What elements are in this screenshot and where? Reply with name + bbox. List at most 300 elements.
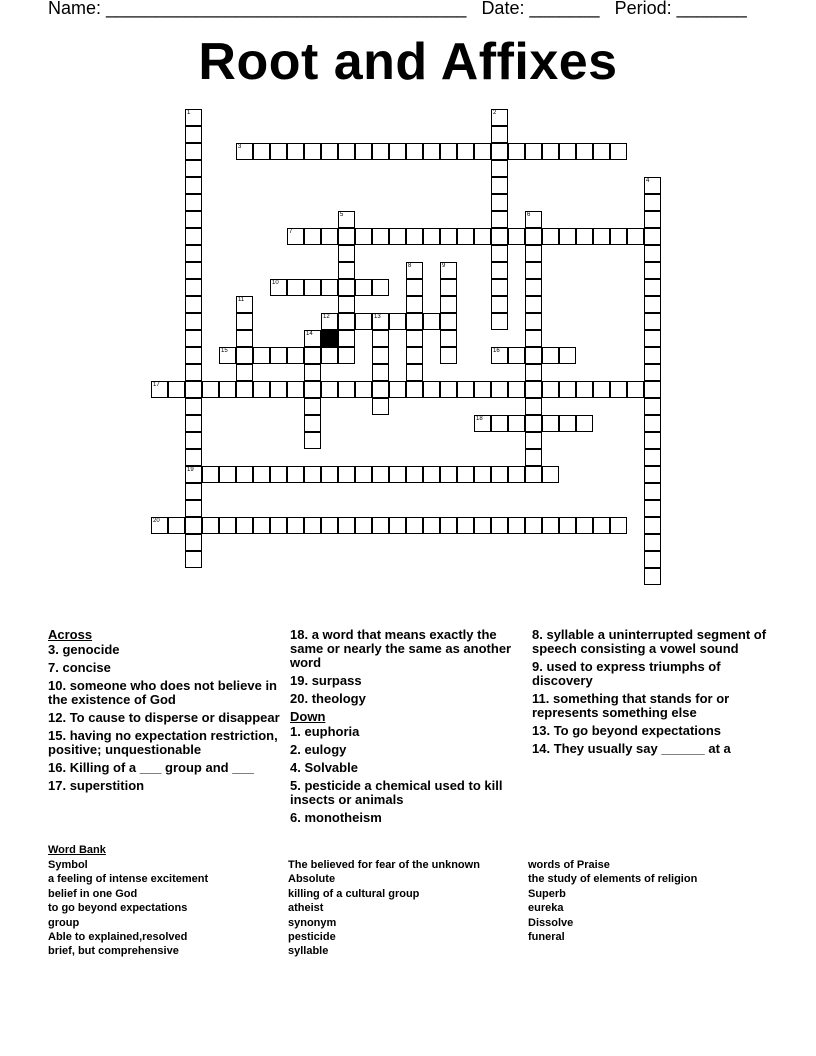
crossword-cell[interactable] [151, 381, 168, 398]
crossword-cell[interactable] [542, 517, 559, 534]
crossword-cell[interactable] [338, 296, 355, 313]
crossword-cell[interactable] [406, 381, 423, 398]
date-blank[interactable]: _______ [529, 0, 600, 18]
crossword-cell[interactable] [253, 466, 270, 483]
crossword-cell[interactable] [304, 364, 321, 381]
crossword-cell[interactable] [236, 313, 253, 330]
crossword-cell[interactable] [338, 211, 355, 228]
crossword-cell[interactable] [610, 143, 627, 160]
crossword-cell[interactable] [508, 517, 525, 534]
crossword-cell[interactable] [644, 330, 661, 347]
crossword-cell[interactable] [576, 228, 593, 245]
crossword-cell[interactable] [168, 517, 185, 534]
clue-text: having no expectation restriction, positive; unquestionable [48, 728, 278, 757]
crossword-cell[interactable] [491, 126, 508, 143]
crossword-cell[interactable] [440, 347, 457, 364]
crossword-cell[interactable] [440, 330, 457, 347]
crossword-cell[interactable] [644, 245, 661, 262]
crossword-cell[interactable] [610, 228, 627, 245]
crossword-cell[interactable] [525, 381, 542, 398]
crossword-cell[interactable] [644, 466, 661, 483]
crossword-cell[interactable] [338, 381, 355, 398]
clue-item [532, 660, 768, 688]
crossword-cell[interactable] [576, 143, 593, 160]
clue-item [48, 661, 284, 675]
crossword-cell[interactable] [644, 449, 661, 466]
crossword-cell[interactable] [355, 313, 372, 330]
crossword-cell[interactable] [372, 364, 389, 381]
crossword-cell[interactable] [440, 466, 457, 483]
crossword-cell[interactable] [423, 517, 440, 534]
crossword-cell[interactable] [610, 517, 627, 534]
crossword-cell[interactable] [270, 347, 287, 364]
crossword-cell[interactable] [474, 517, 491, 534]
crossword-cell[interactable] [304, 432, 321, 449]
crossword-cell[interactable] [576, 381, 593, 398]
crossword-cell[interactable] [406, 330, 423, 347]
crossword-cell[interactable] [525, 398, 542, 415]
crossword-cell[interactable] [491, 381, 508, 398]
crossword-cell[interactable] [406, 517, 423, 534]
crossword-cell[interactable] [338, 517, 355, 534]
crossword-cell[interactable] [287, 466, 304, 483]
crossword-cell[interactable] [304, 398, 321, 415]
crossword-cell[interactable] [185, 534, 202, 551]
crossword-cell[interactable] [559, 347, 576, 364]
crossword-cell[interactable] [185, 245, 202, 262]
crossword-cell[interactable] [644, 279, 661, 296]
crossword-cell[interactable] [185, 211, 202, 228]
clue-number: 11. [532, 691, 553, 706]
crossword-cell[interactable] [185, 109, 202, 126]
crossword-cell[interactable] [202, 466, 219, 483]
crossword-cell[interactable] [185, 296, 202, 313]
crossword-cell[interactable] [457, 143, 474, 160]
crossword-cell[interactable] [457, 228, 474, 245]
crossword-cell[interactable] [525, 415, 542, 432]
crossword-cell[interactable] [372, 466, 389, 483]
crossword-cell[interactable] [491, 517, 508, 534]
crossword-cell[interactable] [440, 517, 457, 534]
crossword-cell[interactable] [185, 381, 202, 398]
crossword-cell[interactable] [491, 109, 508, 126]
crossword-cell[interactable] [491, 160, 508, 177]
crossword-cell[interactable] [338, 279, 355, 296]
crossword-cell[interactable] [440, 296, 457, 313]
clue-number: 12. [48, 710, 70, 725]
crossword-cell[interactable] [406, 296, 423, 313]
crossword-cell[interactable] [525, 466, 542, 483]
crossword-cell[interactable] [491, 313, 508, 330]
crossword-cell[interactable] [185, 398, 202, 415]
crossword-cell[interactable] [355, 143, 372, 160]
word-bank-item: Superb [528, 887, 566, 900]
crossword-cell[interactable] [372, 330, 389, 347]
crossword-cell[interactable] [270, 517, 287, 534]
word-bank-item: belief in one God [48, 887, 138, 900]
crossword-cell[interactable] [304, 143, 321, 160]
crossword-cell[interactable] [542, 415, 559, 432]
crossword-cell[interactable] [644, 347, 661, 364]
crossword-cell[interactable] [423, 466, 440, 483]
crossword-cell[interactable] [525, 313, 542, 330]
crossword-cell[interactable] [287, 381, 304, 398]
crossword-cell[interactable] [321, 466, 338, 483]
crossword-cell[interactable] [457, 517, 474, 534]
crossword-cell[interactable] [491, 347, 508, 364]
crossword-cell[interactable] [525, 245, 542, 262]
crossword-cell[interactable] [508, 228, 525, 245]
crossword-cell[interactable] [406, 466, 423, 483]
crossword-cell[interactable] [270, 143, 287, 160]
crossword-cell[interactable] [219, 347, 236, 364]
word-bank-item: eureka [528, 902, 564, 915]
crossword-cell[interactable] [627, 228, 644, 245]
clue-text: someone who does not believe in the existence of God [48, 678, 278, 707]
crossword-cell[interactable] [236, 364, 253, 381]
crossword-cell[interactable] [236, 347, 253, 364]
crossword-cell[interactable] [644, 432, 661, 449]
clue-item [290, 761, 526, 775]
period-blank[interactable]: _______ [676, 0, 747, 18]
crossword-cell[interactable] [627, 381, 644, 398]
word-bank-column-2 [288, 858, 524, 959]
clue-number: 19. [290, 673, 312, 688]
crossword-cell[interactable] [236, 143, 253, 160]
crossword-cell[interactable] [185, 177, 202, 194]
crossword-cell[interactable] [389, 517, 406, 534]
crossword-cell[interactable] [508, 466, 525, 483]
crossword-cell[interactable] [525, 296, 542, 313]
crossword-cell[interactable] [389, 313, 406, 330]
crossword-cell[interactable] [372, 517, 389, 534]
crossword-cell[interactable] [321, 347, 338, 364]
crossword-cell[interactable] [304, 381, 321, 398]
crossword-cell[interactable] [287, 143, 304, 160]
crossword-cell[interactable] [338, 330, 355, 347]
crossword-cell[interactable] [644, 313, 661, 330]
crossword-cell[interactable] [644, 483, 661, 500]
crossword-cell[interactable] [644, 211, 661, 228]
crossword-cell[interactable] [491, 279, 508, 296]
crossword-cell[interactable] [542, 381, 559, 398]
crossword-cell[interactable] [559, 143, 576, 160]
crossword-cell[interactable] [644, 364, 661, 381]
crossword-cell[interactable] [593, 228, 610, 245]
crossword-cell[interactable] [406, 364, 423, 381]
crossword-cell[interactable] [491, 177, 508, 194]
crossword-cell[interactable] [355, 228, 372, 245]
clue-item [532, 692, 768, 720]
clue-text: used to express triumphs of discovery [532, 659, 721, 688]
crossword-cell[interactable] [559, 228, 576, 245]
crossword-cell[interactable] [185, 517, 202, 534]
crossword-cell[interactable] [372, 381, 389, 398]
crossword-cell[interactable] [185, 500, 202, 517]
crossword-cell[interactable] [525, 364, 542, 381]
crossword-cell[interactable] [406, 143, 423, 160]
crossword-cell[interactable] [389, 466, 406, 483]
crossword-cell[interactable] [644, 551, 661, 568]
clue-number: 15. [48, 728, 70, 743]
crossword-cell[interactable] [355, 466, 372, 483]
crossword-cell[interactable] [525, 143, 542, 160]
crossword-cell[interactable] [151, 517, 168, 534]
crossword-cell[interactable] [644, 194, 661, 211]
clue-number: 7. [48, 660, 63, 675]
crossword-cell[interactable] [644, 228, 661, 245]
crossword-cell[interactable] [321, 279, 338, 296]
crossword-cell[interactable] [508, 143, 525, 160]
crossword-cell[interactable] [644, 534, 661, 551]
crossword-cell[interactable] [474, 228, 491, 245]
crossword-cell[interactable] [202, 381, 219, 398]
crossword-cell[interactable] [236, 381, 253, 398]
crossword-cell[interactable] [542, 347, 559, 364]
crossword-cell[interactable] [644, 381, 661, 398]
crossword-cell[interactable] [406, 228, 423, 245]
crossword-cell[interactable] [219, 466, 236, 483]
crossword-cell[interactable] [185, 347, 202, 364]
crossword-cell[interactable] [406, 262, 423, 279]
cell-number: 16 [493, 348, 500, 354]
crossword-cell[interactable] [491, 228, 508, 245]
crossword-cell[interactable] [185, 466, 202, 483]
crossword-cell[interactable] [644, 398, 661, 415]
clue-item [290, 628, 526, 670]
word-bank-item: Symbol [48, 859, 88, 871]
clue-number: 16. [48, 760, 70, 775]
crossword-cell[interactable] [253, 143, 270, 160]
word-bank-item: words of Praise [528, 859, 610, 871]
crossword-cell[interactable] [525, 449, 542, 466]
crossword-cell[interactable] [491, 211, 508, 228]
crossword-cell[interactable] [321, 381, 338, 398]
crossword-cell[interactable] [542, 228, 559, 245]
crossword-cell[interactable] [440, 143, 457, 160]
crossword-cell[interactable] [491, 245, 508, 262]
crossword-cell[interactable] [389, 228, 406, 245]
crossword-cell[interactable] [338, 262, 355, 279]
crossword-cell[interactable] [593, 381, 610, 398]
crossword-cell[interactable] [491, 466, 508, 483]
crossword-cell[interactable] [338, 228, 355, 245]
crossword-cell[interactable] [219, 517, 236, 534]
crossword-cell[interactable] [593, 517, 610, 534]
crossword-cell[interactable] [185, 143, 202, 160]
crossword-cell[interactable] [253, 347, 270, 364]
crossword-cell[interactable] [236, 296, 253, 313]
crossword-cell[interactable] [355, 381, 372, 398]
crossword-cell[interactable] [474, 415, 491, 432]
crossword-cell[interactable] [185, 313, 202, 330]
crossword-cell[interactable] [593, 143, 610, 160]
crossword-cell[interactable] [185, 160, 202, 177]
clue-text: eulogy [304, 742, 347, 757]
crossword-cell[interactable] [185, 228, 202, 245]
crossword-cell[interactable] [321, 313, 338, 330]
crossword-cell[interactable] [185, 483, 202, 500]
crossword-cell[interactable] [185, 262, 202, 279]
crossword-cell[interactable] [423, 381, 440, 398]
clue-item [290, 674, 526, 688]
crossword-cell[interactable] [372, 347, 389, 364]
crossword-cell[interactable] [321, 228, 338, 245]
crossword-cell[interactable] [355, 517, 372, 534]
crossword-cell[interactable] [168, 381, 185, 398]
crossword-cell[interactable] [406, 347, 423, 364]
crossword-cell[interactable] [372, 398, 389, 415]
crossword-cell[interactable] [185, 551, 202, 568]
crossword-cell[interactable] [372, 313, 389, 330]
crossword-cell[interactable] [644, 415, 661, 432]
crossword-cell[interactable] [253, 517, 270, 534]
crossword-cell[interactable] [457, 466, 474, 483]
crossword-cell[interactable] [304, 279, 321, 296]
crossword-cell[interactable] [355, 279, 372, 296]
crossword-cell[interactable] [644, 568, 661, 585]
crossword-cell[interactable] [219, 381, 236, 398]
crossword-cell[interactable] [321, 517, 338, 534]
crossword-cell[interactable] [304, 466, 321, 483]
cell-number: 17 [153, 382, 160, 388]
crossword-cell[interactable] [185, 449, 202, 466]
crossword-cell[interactable] [389, 143, 406, 160]
crossword-cell[interactable] [270, 381, 287, 398]
crossword-cell[interactable] [304, 330, 321, 347]
crossword-cell[interactable] [236, 330, 253, 347]
crossword-cell[interactable] [525, 228, 542, 245]
crossword-cell[interactable] [474, 381, 491, 398]
crossword-cell[interactable] [576, 517, 593, 534]
crossword-cell[interactable] [185, 126, 202, 143]
crossword-cell[interactable] [440, 313, 457, 330]
crossword-cell[interactable] [559, 415, 576, 432]
crossword-cell[interactable] [389, 381, 406, 398]
crossword-cell[interactable] [525, 432, 542, 449]
crossword-cell[interactable] [559, 517, 576, 534]
crossword-cell[interactable] [287, 517, 304, 534]
clues-column-3 [532, 628, 768, 760]
crossword-cell[interactable] [525, 262, 542, 279]
clue-item [532, 724, 768, 738]
crossword-cell[interactable] [542, 143, 559, 160]
crossword-cell[interactable] [287, 228, 304, 245]
word-bank-item: a feeling of intense excitement [48, 873, 209, 886]
crossword-cell[interactable] [525, 347, 542, 364]
crossword-cell[interactable] [525, 211, 542, 228]
crossword-cell[interactable] [185, 330, 202, 347]
clue-text: concise [62, 660, 111, 675]
crossword-cell[interactable] [202, 517, 219, 534]
word-bank-item: atheist [288, 902, 324, 915]
crossword-cell[interactable] [185, 364, 202, 381]
crossword-cell[interactable] [440, 228, 457, 245]
crossword-cell[interactable] [508, 381, 525, 398]
crossword-cell[interactable] [372, 279, 389, 296]
crossword-cell[interactable] [304, 517, 321, 534]
clues-column-2 [290, 628, 526, 829]
clue-text: superstition [69, 778, 145, 793]
clue-item [48, 679, 284, 707]
crossword-cell[interactable] [542, 466, 559, 483]
crossword-cell[interactable] [270, 466, 287, 483]
cell-number: 18 [476, 416, 483, 422]
cell-number: 11 [238, 297, 245, 303]
crossword-cell[interactable] [185, 279, 202, 296]
crossword-cell[interactable] [440, 381, 457, 398]
crossword-cell[interactable] [508, 415, 525, 432]
crossword-cell[interactable] [423, 143, 440, 160]
clue-text: euphoria [304, 724, 360, 739]
crossword-cell[interactable] [644, 177, 661, 194]
crossword-cell[interactable] [338, 466, 355, 483]
crossword-cell[interactable] [576, 415, 593, 432]
crossword-cell[interactable] [491, 415, 508, 432]
crossword-cell[interactable] [610, 381, 627, 398]
crossword-cell[interactable] [491, 143, 508, 160]
crossword-cell[interactable] [423, 228, 440, 245]
crossword-cell[interactable] [644, 500, 661, 517]
clue-number: 2. [290, 742, 305, 757]
clue-number: 5. [290, 778, 305, 793]
crossword-cell[interactable] [321, 143, 338, 160]
crossword-cell[interactable] [372, 228, 389, 245]
crossword-cell[interactable] [253, 381, 270, 398]
crossword-cell[interactable] [525, 330, 542, 347]
crossword-cell[interactable] [440, 262, 457, 279]
crossword-cell[interactable] [525, 517, 542, 534]
crossword-cell[interactable] [185, 194, 202, 211]
crossword-cell[interactable] [491, 194, 508, 211]
crossword-cell[interactable] [644, 517, 661, 534]
crossword-cell[interactable] [338, 143, 355, 160]
crossword-cell[interactable] [304, 228, 321, 245]
crossword-cell[interactable] [491, 296, 508, 313]
crossword-cell[interactable] [185, 432, 202, 449]
crossword-cell[interactable] [644, 262, 661, 279]
crossword-cell[interactable] [185, 415, 202, 432]
crossword-cell[interactable] [644, 296, 661, 313]
cell-number: 14 [306, 331, 313, 337]
crossword-cell[interactable] [474, 466, 491, 483]
crossword-cell[interactable] [423, 313, 440, 330]
crossword-cell[interactable] [491, 262, 508, 279]
crossword-cell[interactable] [270, 279, 287, 296]
cell-number: 6 [527, 212, 531, 218]
crossword-cell[interactable] [304, 415, 321, 432]
crossword-cell[interactable] [474, 143, 491, 160]
crossword-cell[interactable] [559, 381, 576, 398]
crossword-cell[interactable] [304, 347, 321, 364]
crossword-cell[interactable] [457, 381, 474, 398]
crossword-cell[interactable] [372, 143, 389, 160]
crossword-cell[interactable] [440, 279, 457, 296]
crossword-cell[interactable] [406, 279, 423, 296]
crossword-cell[interactable] [236, 466, 253, 483]
crossword-cell[interactable] [287, 347, 304, 364]
crossword-cell[interactable] [525, 279, 542, 296]
crossword-cell[interactable] [406, 313, 423, 330]
crossword-cell[interactable] [508, 347, 525, 364]
crossword-cell[interactable] [338, 347, 355, 364]
clue-text: monotheism [304, 810, 382, 825]
crossword-cell[interactable] [338, 313, 355, 330]
crossword-cell[interactable] [287, 279, 304, 296]
crossword-cell[interactable] [236, 517, 253, 534]
name-blank[interactable]: ____________________________________ [106, 0, 467, 18]
crossword-cell[interactable] [338, 245, 355, 262]
